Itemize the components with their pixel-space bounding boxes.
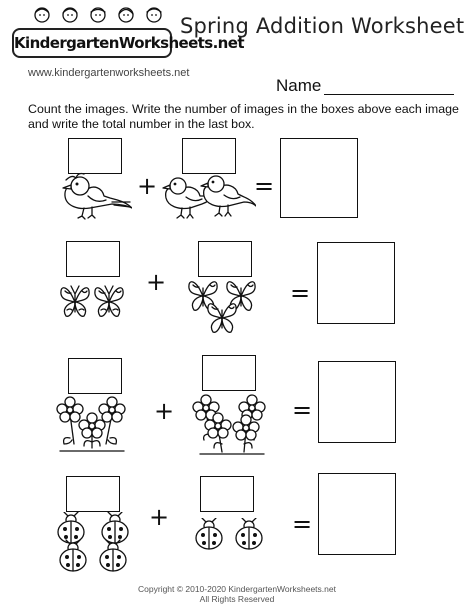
answer-box-left[interactable]: [66, 241, 120, 277]
name-label: Name: [276, 76, 322, 95]
answer-box-total[interactable]: [280, 138, 358, 218]
equals-sign: =: [290, 279, 311, 307]
answer-box-left[interactable]: [66, 476, 120, 512]
site-logo: [6, 6, 244, 64]
answer-box-total[interactable]: [317, 242, 395, 324]
copyright-text: Copyright © 2010-2020 KindergartenWorksheets.net: [138, 584, 336, 594]
name-field[interactable]: [324, 94, 454, 95]
plus-sign: +: [149, 503, 170, 531]
plus-sign: +: [146, 268, 167, 296]
flower-icon: [56, 396, 128, 456]
logo-text: KindergartenWorksheets.net: [12, 28, 172, 58]
butterfly-icon: [186, 276, 260, 336]
answer-box-total[interactable]: [318, 473, 396, 555]
instructions: Count the images. Write the number of images in the boxes above each image and write the total number in the last box.: [28, 102, 459, 131]
butterfly-icon: [58, 280, 126, 320]
ladybug-icon: [54, 512, 138, 574]
bird-icon: [162, 170, 256, 222]
flower-icon: [192, 394, 272, 458]
plus-sign: +: [137, 172, 158, 200]
site-url: www.kindergartenworksheets.net: [28, 67, 190, 79]
answer-box-left[interactable]: [68, 358, 122, 394]
rights-text: All Rights Reserved: [199, 594, 275, 604]
answer-box-right[interactable]: [202, 355, 256, 391]
children-icon: [28, 6, 168, 28]
answer-box-right[interactable]: [200, 476, 254, 512]
answer-box-right[interactable]: [182, 138, 236, 174]
bird-icon: [60, 170, 132, 222]
answer-box-left[interactable]: [68, 138, 122, 174]
worksheet-title: Spring Addition Worksheet: [180, 14, 465, 38]
ladybug-icon: [192, 518, 270, 552]
equals-sign: =: [254, 172, 275, 200]
answer-box-total[interactable]: [318, 361, 396, 443]
answer-box-right[interactable]: [198, 241, 252, 277]
plus-sign: +: [154, 397, 175, 425]
equals-sign: =: [292, 396, 313, 424]
equals-sign: =: [292, 510, 313, 538]
